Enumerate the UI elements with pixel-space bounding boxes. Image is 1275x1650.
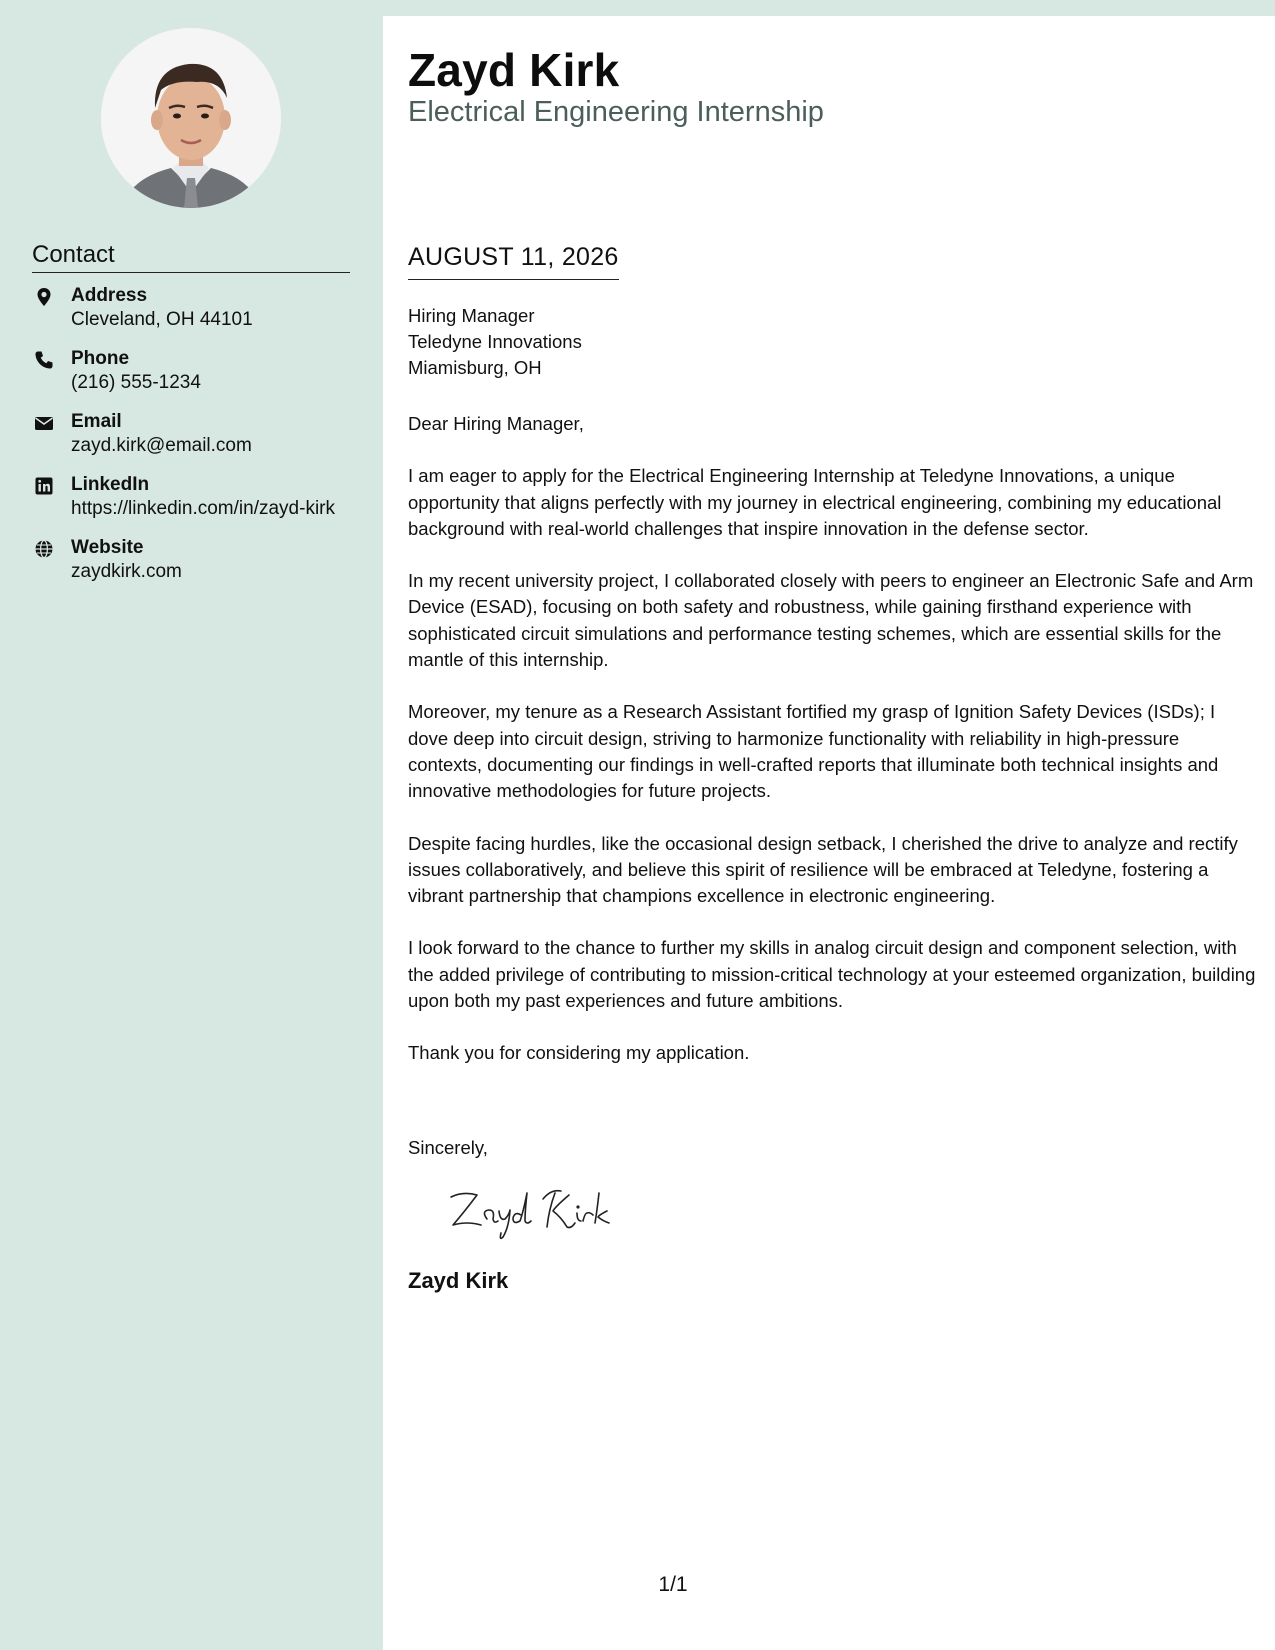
contact-item-website — [32, 536, 362, 599]
sidebar — [0, 0, 383, 1650]
contact-label: Website — [71, 537, 144, 558]
letter-paragraph: I am eager to apply for the Electrical Engineering Internship at Teledyne Innovations, a unique opportunity that aligns perfectly with my journey in electrical engineering, combining my educational background with real-world challenges that inspire innovation in the defense sector. — [408, 465, 1222, 539]
letter-body — [383, 16, 1275, 1650]
letter-paragraph: In my recent university project, I collaborated closely with peers to engineer an Electronic Safe and Arm Device (ESAD), focusing on both safety and robustness, while gaining firsthand experience with sophisticated circuit simulations and performance testing schemes, which are essential skills for the mantle of this internship. — [408, 570, 1254, 671]
contact-value: zayd.kirk@email.com — [71, 435, 252, 456]
recipient-line: Teledyne Innovations — [408, 331, 582, 352]
contact-value: https://linkedin.com/in/zayd-kirk — [71, 498, 335, 519]
recipient-line: Hiring Manager — [408, 305, 535, 326]
job-title: Electrical Engineering Internship — [408, 96, 824, 128]
contact-value: Cleveland, OH 44101 — [71, 309, 253, 330]
phone-icon — [34, 350, 54, 370]
page-number: 1/1 — [658, 1573, 688, 1596]
envelope-icon — [34, 413, 54, 433]
contact-item-email — [32, 410, 362, 473]
contact-list — [32, 284, 362, 599]
applicant-name: Zayd Kirk — [408, 44, 620, 96]
letter-paragraph: Thank you for considering my application. — [408, 1042, 750, 1064]
letter-paragraph: Despite facing hurdles, like the occasional design setback, I cherished the drive to analyze and rectify issues collaboratively, and believe this spirit of resilience will be embraced at Teledyne, fostering a vibrant partnership that champions excellence in electronic engineering. — [408, 832, 1238, 907]
contact-item-phone — [32, 347, 362, 410]
contact-item-linkedin — [32, 473, 362, 536]
contact-value: zaydkirk.com — [71, 561, 182, 582]
contact-label: Address — [71, 285, 148, 306]
contact-value: (216) 555-1234 — [71, 372, 201, 393]
salutation: Dear Hiring Manager, — [408, 413, 584, 434]
letter-paragraph: I look forward to the chance to further my skills in analog circuit design and component selection, with the added privilege of contributing to mission-critical technology at your esteemed organization, building upon both my past experiences and future ambitions. — [408, 937, 1256, 1012]
handwritten-signature — [443, 1179, 643, 1254]
recipient-block — [408, 303, 582, 381]
globe-icon — [34, 539, 54, 559]
linkedin-icon — [34, 476, 54, 496]
letter-paragraph: Moreover, my tenure as a Research Assistant fortified my grasp of Ignition Safety Devices (ISDs); I dove deep into circuit design, striving to harmonize functionality with reliability in high-pressure contexts, documenting our findings in well-crafted reports that illuminate both technical insights and innovative methodologies for future projects. — [408, 701, 1219, 802]
letter-content — [408, 411, 1256, 1093]
profile-photo — [101, 28, 281, 208]
letter-date: AUGUST 11, 2026 — [408, 242, 619, 280]
contact-label: LinkedIn — [71, 474, 150, 495]
contact-label: Email — [71, 411, 122, 432]
contact-item-address — [32, 284, 362, 347]
contact-label: Phone — [71, 348, 130, 369]
signer-name: Zayd Kirk — [408, 1268, 509, 1293]
map-pin-icon — [34, 287, 54, 307]
closing: Sincerely, — [408, 1137, 488, 1158]
recipient-line: Miamisburg, OH — [408, 357, 542, 378]
contact-heading: Contact — [32, 240, 350, 273]
